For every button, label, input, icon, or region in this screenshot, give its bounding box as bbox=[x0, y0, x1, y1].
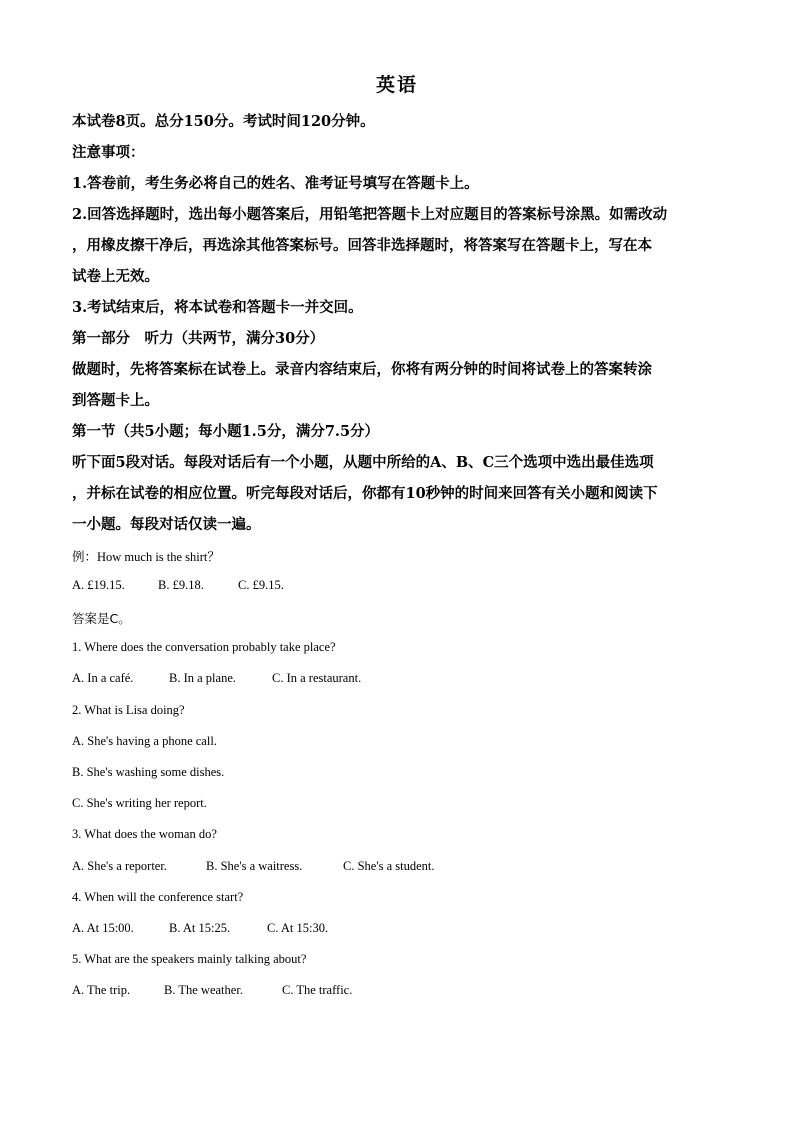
section1-instruction-line: 听下面5段对话。每段对话后有一个小题，从题中所给的A、B、C三个选项中选出最佳选项 bbox=[72, 454, 654, 471]
option: B. £9.18. bbox=[158, 578, 204, 592]
exam-intro: 本试卷8页。总分150分。考试时间120分钟。 bbox=[72, 113, 375, 130]
option: A. At 15:00. bbox=[72, 921, 134, 935]
part1-instruction-line: 到答题卡上。 bbox=[72, 392, 159, 409]
option: B. In a plane. bbox=[169, 671, 236, 685]
option: B. She's washing some dishes. bbox=[72, 765, 225, 779]
section1-heading: 第一节（共5小题；每小题1.5分，满分7.5分） bbox=[72, 423, 380, 440]
example-answer: 答案是C。 bbox=[72, 611, 131, 626]
option: B. At 15:25. bbox=[169, 921, 231, 935]
section1-instruction-line: ，并标在试卷的相应位置。听完每段对话后，你都有10秒钟的时间来回答有关小题和阅读下 bbox=[72, 485, 658, 502]
option: C. In a restaurant. bbox=[272, 671, 362, 685]
question-options bbox=[72, 921, 328, 936]
example-question: 例：How much is the shirt？ bbox=[72, 550, 220, 564]
option: A. In a café. bbox=[72, 671, 134, 685]
question-text: 4. When will the conference start? bbox=[72, 890, 244, 904]
question-text: 2. What is Lisa doing? bbox=[72, 703, 185, 717]
option: A. She's a reporter. bbox=[72, 859, 167, 873]
option: B. The weather. bbox=[164, 983, 243, 997]
option: C. £9.15. bbox=[238, 578, 284, 592]
option: B. She's a waitress. bbox=[206, 859, 303, 873]
notice-line: 2.回答选择题时，选出每小题答案后，用铅笔把答题卡上对应题目的答案标号涂黑。如需改动 bbox=[72, 206, 668, 223]
question-text: 3. What does the woman do? bbox=[72, 827, 217, 841]
option: C. At 15:30. bbox=[267, 921, 329, 935]
option: C. The traffic. bbox=[282, 983, 353, 997]
question-text: 5. What are the speakers mainly talking about? bbox=[72, 952, 307, 966]
notice-line: 试卷上无效。 bbox=[72, 268, 159, 285]
option: A. £19.15. bbox=[72, 578, 125, 592]
example-options bbox=[72, 578, 284, 593]
notice-line: ，用橡皮擦干净后，再选涂其他答案标号。回答非选择题时，将答案写在答题卡上，写在本 bbox=[72, 237, 652, 254]
section1-instruction-line: 一小题。每段对话仅读一遍。 bbox=[72, 516, 261, 533]
page-title: 英语 bbox=[375, 74, 418, 96]
notice-line: 1.答卷前，考生务必将自己的姓名、准考证号填写在答题卡上。 bbox=[72, 175, 479, 192]
option: A. The trip. bbox=[72, 983, 131, 997]
notice-heading: 注意事项： bbox=[72, 144, 145, 161]
part1-heading: 第一部分 听力（共两节，满分30分） bbox=[72, 330, 325, 347]
question-options bbox=[72, 859, 435, 874]
notice-line: 3.考试结束后，将本试卷和答题卡一并交回。 bbox=[72, 299, 363, 316]
option: A. She's having a phone call. bbox=[72, 734, 217, 748]
question-options bbox=[72, 671, 361, 686]
option: C. She's a student. bbox=[343, 859, 435, 873]
part1-instruction-line: 做题时，先将答案标在试卷上。录音内容结束后，你将有两分钟的时间将试卷上的答案转涂 bbox=[72, 361, 652, 378]
question-text: 1. Where does the conversation probably take place? bbox=[72, 640, 336, 654]
question-options bbox=[72, 983, 352, 998]
option: C. She's writing her report. bbox=[72, 796, 207, 810]
